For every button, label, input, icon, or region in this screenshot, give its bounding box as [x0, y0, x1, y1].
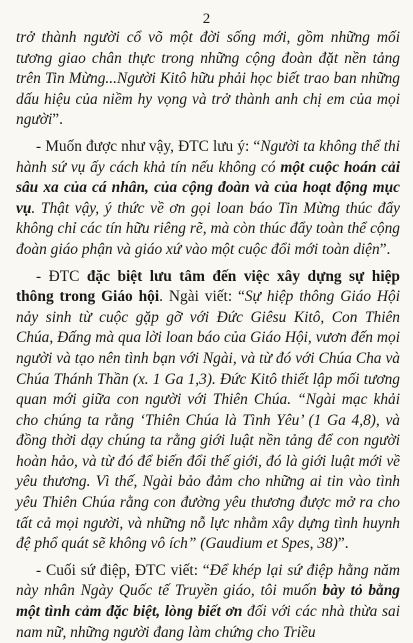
emphasis-run: đặc biệt lưu tâm đến việc xây dựng sự hiệp thông trong Giáo hội: [16, 267, 400, 306]
text-run: ”.: [52, 111, 63, 129]
text-run: ”.: [337, 535, 349, 553]
page-number: 2: [202, 11, 211, 27]
paragraph-1: [16, 28, 400, 131]
text-run: . Ngài viết: “: [159, 288, 245, 306]
quote-run: đối với các nhà thừa sai nam nữ, những người đang làm chứng cho Triều: [16, 603, 400, 641]
page-body: [16, 28, 400, 643]
quote-run: Để khép lại sứ điệp hằng năm này nhân Ngày Quốc tế Truyền giáo, tôi muốn: [16, 561, 400, 600]
text-run: ”.: [379, 240, 391, 258]
text-run: - Muốn được như vậy, ĐTC lưu ý: “: [36, 137, 261, 155]
paragraph-4: [16, 561, 400, 643]
text-run: Người ta không thể thi hành sứ vụ ấy cách khả tín nếu không có: [16, 137, 400, 176]
paragraph-2: [16, 137, 400, 261]
quote-run: Sự hiệp thông Giáo Hội nảy sinh từ cuộc gặp gỡ với Đức Giêsu Kitô, Con Thiên Chúa, Đấng mà qua lời loan báo của Giáo Hội, vươn đến mọi người và tạo nên tình bạn với Ngài, và từ đó với Chúa Cha và Chúa Thánh Thần (x. 1 Ga 1,3). Đức Kitô thiết lập mối tương quan mới giữa con người với Thiên Chúa. “Ngài mạc khải cho chúng ta rằng ‘Thiên Chúa là Tình Yêu’ (1 Ga 4,8), và đồng thời dạy chúng ta rằng giới luật nền tảng để con người hoàn hảo, và từ đó để biến đổi thế giới, đó là giới luật mới về yêu thương. Vì thế, Ngài bảo đảm cho những ai tin vào tình yêu Thiên Chúa rằng con đường yêu thương được mở ra cho tất cả mọi người, và những nỗ lực nhằm xây dựng tình huynh đệ phổ quát sẽ không vô ích” (Gaudium et Spes, 38): [16, 288, 401, 553]
text-run: trở thành người cổ võ một đời sống mới, gồm những mối tương giao chân thực trong những cộng đoàn đặt nền tảng trên Tin Mừng...Người Kitô hữu phải học biết trao ban những dấu hiệu của niềm hy vọng và trở thành anh chị em của mọi người: [16, 29, 400, 129]
emphasis-run: bày tỏ bằng một tình cảm đặc biệt, lòng biết ơn: [16, 582, 400, 621]
emphasis-run: một cuộc hoán cải sâu xa của cá nhân, của cộng đoàn và của hoạt động mục vụ: [16, 158, 401, 217]
text-run: . Thật vậy, ý thức về ơn gọi loan báo Tin Mừng thúc đẩy không chỉ các tín hữu riêng rẽ, mà còn thúc đẩy toàn thể cộng đoàn giáo phận và giáo xứ vào một cuộc đổi mới toàn diện: [16, 199, 400, 258]
text-run: - Cuối sứ điệp, ĐTC viết: “: [36, 561, 210, 579]
text-run: - ĐTC: [36, 267, 87, 285]
paragraph-3: [16, 267, 400, 555]
